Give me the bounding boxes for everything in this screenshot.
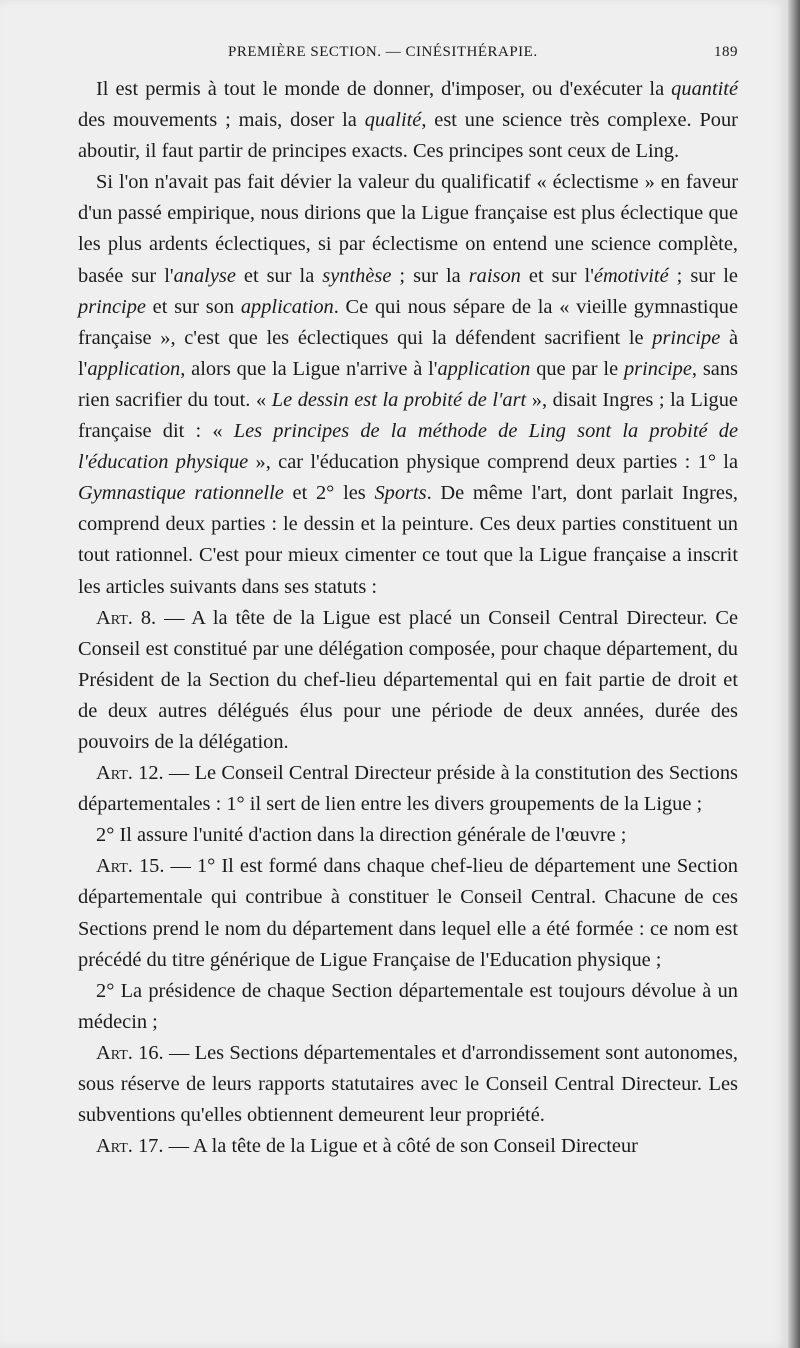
page-header (78, 44, 738, 70)
article-8: Art. 8. — A la tête de la Ligue est placé un Conseil Central Directeur. Ce Conseil est constitué par une délégation composée, pour chaque département, du Président de la Section du chef-lieu départemental qui en fait partie de droit et de deux autres délégués élus pour une période de deux années, durée des pouvoirs de la délégation. (78, 606, 738, 753)
paragraph-2: Si l'on n'avait pas fait dévier la valeur du qualificatif « éclectisme » en faveur d'un passé empirique, nous dirions que la Ligue française est plus éclectique que les plus ardents éclectiques, si par éclectisme on entend une science complète, basée sur l'analyse et sur la synthèse ; sur la raison et sur l'émotivité ; sur le principe et sur son application. Ce qui nous sépare de la « vieille gymnastique française », c'est que les éclectiques qui la défendent sacrifient le principe à l'application, alors que la Ligue n'arrive à l'application que par le principe, sans rien sacrifier du tout. « Le dessin est la probité de l'art », disait Ingres ; la Ligue française dit : « Les principes de la méthode de Ling sont la probité de l'éducation physique », car l'éducation physique comprend deux parties : 1° la Gymnastique rationnelle et 2° les Sports. De même l'art, dont parlait Ingres, comprend deux parties : le dessin et la peinture. Ces deux parties constituent un tout rationnel. C'est pour mieux cimenter ce tout que la Ligue française a inscrit les articles suivants dans ses statuts : (78, 171, 739, 598)
article-15-item-2: 2° La présidence de chaque Section départementale est toujours dévolue à un médecin ; (78, 979, 738, 1033)
running-title: PREMIÈRE SECTION. — CINÉSITHÉRAPIE. (228, 44, 538, 60)
article-15: Art. 15. — 1° Il est formé dans chaque chef-lieu de département une Section départementale qui contribue à constituer le Conseil Central. Chacune de ces Sections prend le nom du département dans lequel elle a été formée : ce nom est précédé du titre générique de Ligue Française de l'Education physique ; (78, 855, 738, 971)
article-16: Art. 16. — Les Sections départementales et d'arrondissement sont autonomes, sous réserve de leurs rapports statutaires avec le Conseil Central Directeur. Les subventions qu'elles obtiennent demeurent leur propriété. (78, 1041, 738, 1127)
paragraph-1: Il est permis à tout le monde de donner, d'imposer, ou d'exécuter la quantité des mouvements ; mais, doser la qualité, est une science très complexe. Pour aboutir, il faut partir de principes exacts. Ces principes sont ceux de Ling. (78, 78, 738, 163)
page-edge-shadow (788, 0, 800, 1348)
article-label: Art. 16. (96, 1041, 164, 1064)
article-17: Art. 17. — A la tête de la Ligue et à côté de son Conseil Directeur (96, 1135, 638, 1158)
page-number: 189 (714, 44, 738, 60)
article-label: Art. 8. (96, 606, 157, 629)
article-12-item-2: 2° Il assure l'unité d'action dans la direction générale de l'œuvre ; (96, 824, 627, 847)
article-12: Art. 12. — Le Conseil Central Directeur préside à la constitution des Sections départementales : 1° il sert de lien entre les divers groupements de la Ligue ; (78, 762, 738, 816)
body-text (78, 74, 738, 1162)
article-label: Art. 17. (96, 1135, 164, 1158)
article-label: Art. 12. (96, 762, 164, 785)
article-label: Art. 15. (96, 855, 165, 878)
